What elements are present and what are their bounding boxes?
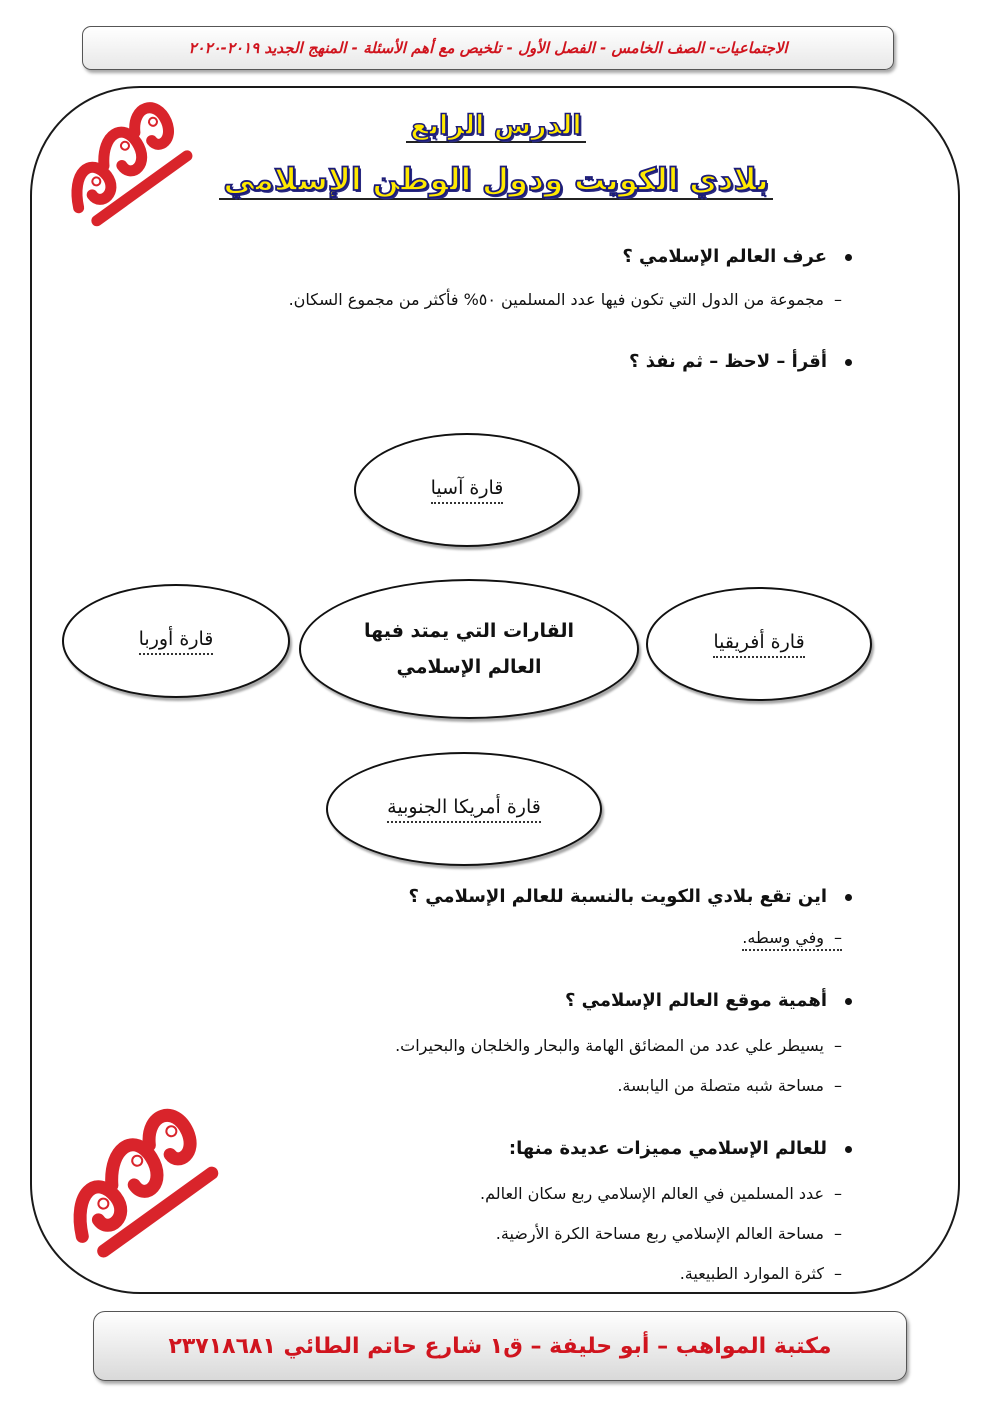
footer-banner-text: مكتبة المواهب – أبو حليفة – ق١ شارع حاتم الطائي ٢٣٧١٨٦٨١	[168, 1333, 832, 1359]
answer-features-1	[480, 1184, 842, 1203]
dash-icon: –	[834, 1076, 842, 1095]
answer-features-3	[680, 1264, 842, 1283]
ellipse-africa	[646, 587, 872, 701]
answer-features-1-text: عدد المسلمين في العالم الإسلامي ربع سكان العالم.	[479, 1184, 824, 1203]
question-define-text: عرف العالم الإسلامي ؟	[622, 246, 827, 267]
question-read-text: أقرأ – لاحظ – ثم نفذ ؟	[629, 351, 827, 372]
logo-top	[42, 86, 207, 236]
logo-bottom	[40, 1090, 230, 1270]
question-location	[409, 886, 853, 907]
dash-icon: –	[834, 928, 842, 947]
dash-icon: –	[834, 1224, 842, 1243]
ellipse-south-america	[326, 752, 602, 866]
ellipse-center	[299, 579, 639, 719]
question-define	[622, 246, 852, 267]
dash-icon: –	[834, 290, 842, 309]
answer-features-2	[496, 1224, 842, 1243]
bullet-icon	[845, 998, 852, 1005]
dash-icon: –	[834, 1264, 842, 1283]
lesson-title-text: الدرس الرابع	[406, 110, 585, 143]
header-banner-text: الاجتماعيات- الصف الخامس - الفصل الأول - تلخيص مع أهم الأسئلة - المنهج الجديد ٢٠١٩-٢٠٢٠	[188, 39, 788, 57]
center-line1: القارات التي يمتد فيها	[364, 620, 574, 642]
lesson-subtitle	[0, 162, 992, 198]
ellipse-europe-label: قارة أوربا	[139, 628, 214, 655]
answer-location	[742, 928, 842, 947]
footer-banner	[93, 1311, 907, 1381]
ellipse-asia-label: قارة آسيا	[431, 477, 504, 504]
center-line2: العالم الإسلامي	[396, 656, 542, 678]
question-features-text: للعالم الإسلامي مميزات عديدة منها:	[508, 1138, 827, 1159]
bullet-icon	[845, 894, 852, 901]
ellipse-south-america-label: قارة أمريكا الجنوبية	[387, 796, 541, 823]
answer-define-text: مجموعة من الدول التي تكون فيها عدد المسلمين ٥٠% فأكثر من مجموع السكان.	[288, 290, 824, 309]
question-importance	[565, 990, 852, 1011]
answer-location-text: وفي وسطه.	[742, 928, 824, 947]
lesson-subtitle-text: بلادي الكويت ودول الوطن الإسلامي	[219, 162, 772, 200]
question-read	[629, 351, 852, 372]
bullet-icon	[845, 1146, 852, 1153]
lesson-title	[0, 110, 992, 141]
answer-importance-2	[617, 1076, 842, 1095]
dash-icon: –	[834, 1184, 842, 1203]
header-banner	[82, 26, 894, 70]
question-location-text: اين تقع بلادي الكويت بالنسبة للعالم الإسلامي ؟	[408, 886, 827, 907]
question-importance-text: أهمية موقع العالم الإسلامي ؟	[564, 990, 827, 1011]
dash-icon: –	[834, 1036, 842, 1055]
answer-importance-1-text: يسيطر علي عدد من المضائق الهامة والبحار والخلجان والبحيرات.	[395, 1036, 824, 1055]
answer-features-2-text: مساحة العالم الإسلامي ربع مساحة الكرة الأرضية.	[495, 1224, 824, 1243]
bullet-icon	[845, 254, 852, 261]
bullet-icon	[845, 359, 852, 366]
question-features	[509, 1138, 852, 1159]
ellipse-europe	[62, 584, 290, 698]
ellipse-africa-label: قارة أفريقيا	[713, 631, 804, 658]
answer-define	[289, 290, 842, 309]
answer-importance-2-text: مساحة شبه متصلة من اليابسة.	[617, 1076, 824, 1095]
answer-importance-1	[395, 1036, 842, 1055]
answer-features-3-text: كثرة الموارد الطبيعية.	[679, 1264, 824, 1283]
ellipse-asia	[354, 433, 580, 547]
